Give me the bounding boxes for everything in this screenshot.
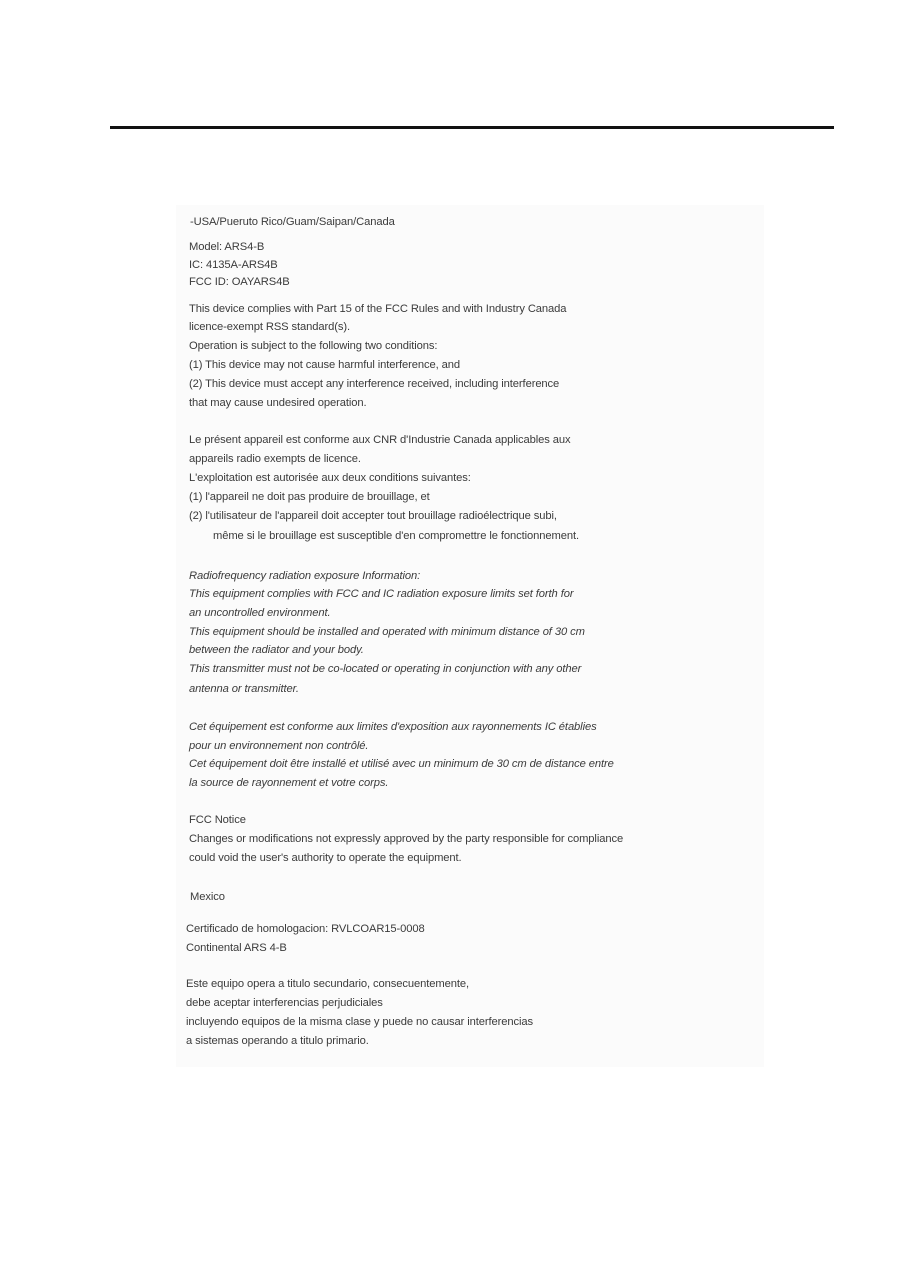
mexico-title: Mexico [190, 891, 225, 903]
compliance-en-line: This device complies with Part 15 of the FCC Rules and with Industry Canada [189, 303, 567, 315]
mexico-line: a sistemas operando a titulo primario. [186, 1035, 369, 1047]
rf-en-line: antenna or transmitter. [189, 683, 299, 695]
compliance-en-line: (2) This device must accept any interference received, including interference [189, 378, 560, 390]
rf-en-line: This equipment complies with FCC and IC radiation exposure limits set forth for [189, 588, 574, 600]
rf-en-line: This equipment should be installed and operated with minimum distance of 30 cm [189, 626, 585, 638]
compliance-fr-line: même si le brouillage est susceptible d'en compromettre le fonctionnement. [213, 530, 579, 542]
compliance-fr-line: (1) l'appareil ne doit pas produire de brouillage, et [189, 491, 430, 503]
model-id: Model: ARS4-B [189, 241, 265, 253]
compliance-fr-line: appareils radio exempts de licence. [189, 453, 361, 465]
region-header: -USA/Pueruto Rico/Guam/Saipan/Canada [190, 216, 395, 228]
compliance-fr-line: (2) l'utilisateur de l'appareil doit accepter tout brouillage radioélectrique subi, [189, 510, 557, 522]
fcc-notice-title: FCC Notice [189, 814, 246, 826]
compliance-fr-line: Le présent appareil est conforme aux CNR d'Industrie Canada applicables aux [189, 434, 571, 446]
rf-en-line: between the radiator and your body. [189, 644, 364, 656]
fcc-notice-line: Changes or modifications not expressly approved by the party responsible for compliance [189, 833, 624, 845]
mexico-line: debe aceptar interferencias perjudiciales [186, 997, 383, 1009]
mexico-cert: Certificado de homologacion: RVLCOAR15-0008 [186, 923, 425, 935]
compliance-en-line: (1) This device may not cause harmful interference, and [189, 359, 461, 371]
rf-en-line: an uncontrolled environment. [189, 607, 331, 619]
mexico-product: Continental ARS 4-B [186, 942, 287, 954]
mexico-line: incluyendo equipos de la misma clase y puede no causar interferencias [186, 1016, 533, 1028]
header-rule [110, 126, 834, 129]
fcc-notice-line: could void the user's authority to operate the equipment. [189, 852, 462, 864]
mexico-line: Este equipo opera a titulo secundario, consecuentemente, [186, 978, 469, 990]
compliance-en-line: Operation is subject to the following two conditions: [189, 340, 438, 352]
compliance-en-line: that may cause undesired operation. [189, 397, 367, 409]
rf-en-line: Radiofrequency radiation exposure Information: [189, 570, 421, 582]
rf-fr-line: Cet équipement doit être installé et utilisé avec un minimum de 30 cm de distance entre [189, 758, 614, 770]
rf-fr-line: Cet équipement est conforme aux limites d'exposition aux rayonnements IC établies [189, 721, 597, 733]
compliance-en-line: licence-exempt RSS standard(s). [189, 321, 351, 333]
rf-en-line: This transmitter must not be co-located or operating in conjunction with any other [189, 663, 582, 675]
rf-fr-line: pour un environnement non contrôlé. [189, 740, 369, 752]
ic-id: IC: 4135A-ARS4B [189, 259, 278, 271]
fcc-id: FCC ID: OAYARS4B [189, 276, 290, 288]
rf-fr-line: la source de rayonnement et votre corps. [189, 777, 389, 789]
compliance-fr-line: L'exploitation est autorisée aux deux conditions suivantes: [189, 472, 471, 484]
